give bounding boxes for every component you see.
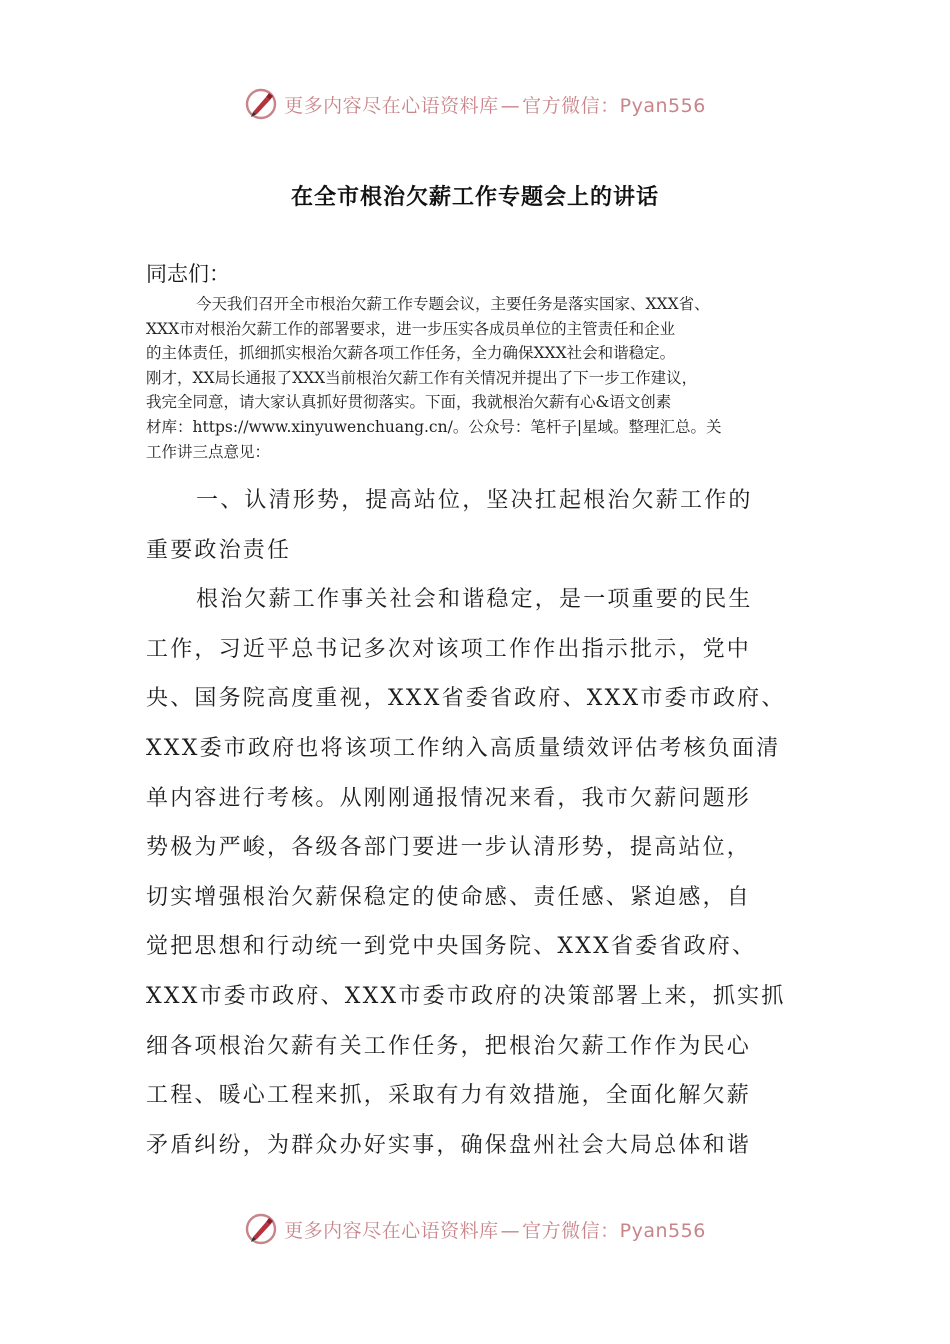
- intro-paragraph: [146, 292, 818, 464]
- pen-circle-icon: [244, 1212, 278, 1246]
- body-line: 觉把思想和行动统一到党中央国务院、XXX省委省政府、: [146, 934, 757, 960]
- intro-line: 的主体责任，抓细抓实根治欠薪各项工作任务，全力确保XXX社会和谐稳定。: [146, 344, 676, 363]
- body-line: 工作，习近平总书记多次对该项工作作出指示批示，党中: [146, 636, 752, 662]
- footer-watermark-banner: [0, 1209, 950, 1249]
- body-line: 细各项根治欠薪有关工作任务，把根治欠薪工作作为民心: [146, 1033, 752, 1059]
- body-line: 根治欠薪工作事关社会和谐稳定，是一项重要的民生: [196, 587, 753, 613]
- body-line: 切实增强根治欠薪保稳定的使命感、责任感、紧迫感，自: [146, 884, 752, 910]
- intro-line: XXX市对根治欠薪工作的部署要求，进一步压实各成员单位的主管责任和企业: [146, 319, 676, 338]
- body-line: XXX市委市政府、XXX市委市政府的决策部署上来，抓实抓: [146, 983, 786, 1009]
- header-watermark-banner: [0, 84, 950, 124]
- body-line: 工程、暖心工程来抓，采取有力有效措施，全面化解欠薪: [146, 1083, 752, 1109]
- body-line: XXX委市政府也将该项工作纳入高质量绩效评估考核负面清: [146, 735, 781, 761]
- document-title: 在全市根治欠薪工作专题会上的讲话: [290, 185, 659, 210]
- intro-line: 今天我们召开全市根治欠薪工作专题会议，主要任务是落实国家、XXX省、: [196, 295, 710, 313]
- salutation: 同志们：: [146, 262, 230, 286]
- section-heading: 重要政治责任: [146, 537, 292, 563]
- body-line: 单内容进行考核。从刚刚通报情况来看，我市欠薪问题形: [146, 785, 752, 811]
- body-line: 矛盾纠纷，为群众办好实事，确保盘州社会大局总体和谐: [146, 1132, 752, 1158]
- body-section: [146, 476, 816, 1170]
- body-line: 势极为严峻，各级各部门要进一步认清形势，提高站位，: [146, 835, 752, 861]
- body-line: 央、国务院高度重视，XXX省委省政府、XXX市委市政府、: [146, 686, 786, 712]
- watermark-text: 更多内容尽在心语资料库 — 官方微信：Pyan556: [284, 94, 706, 117]
- intro-line: 工作讲三点意见：: [146, 442, 271, 461]
- intro-line: 我完全同意，请大家认真抓好贯彻落实。下面，我就根治欠薪有心&语文创素: [146, 393, 672, 412]
- intro-line: 材库：https://www.xinyuwenchuang.cn/。公众号：笔杆子|星域。整理汇总。关: [146, 417, 722, 436]
- intro-line: 刚才，XX局长通报了XXX当前根治欠薪工作有关情况并提出了下一步工作建议，: [146, 368, 698, 387]
- pen-circle-icon: [244, 87, 278, 121]
- section-heading: 一、认清形势，提高站位，坚决扛起根治欠薪工作的: [196, 488, 753, 513]
- watermark-text: 更多内容尽在心语资料库 — 官方微信：Pyan556: [284, 1219, 706, 1242]
